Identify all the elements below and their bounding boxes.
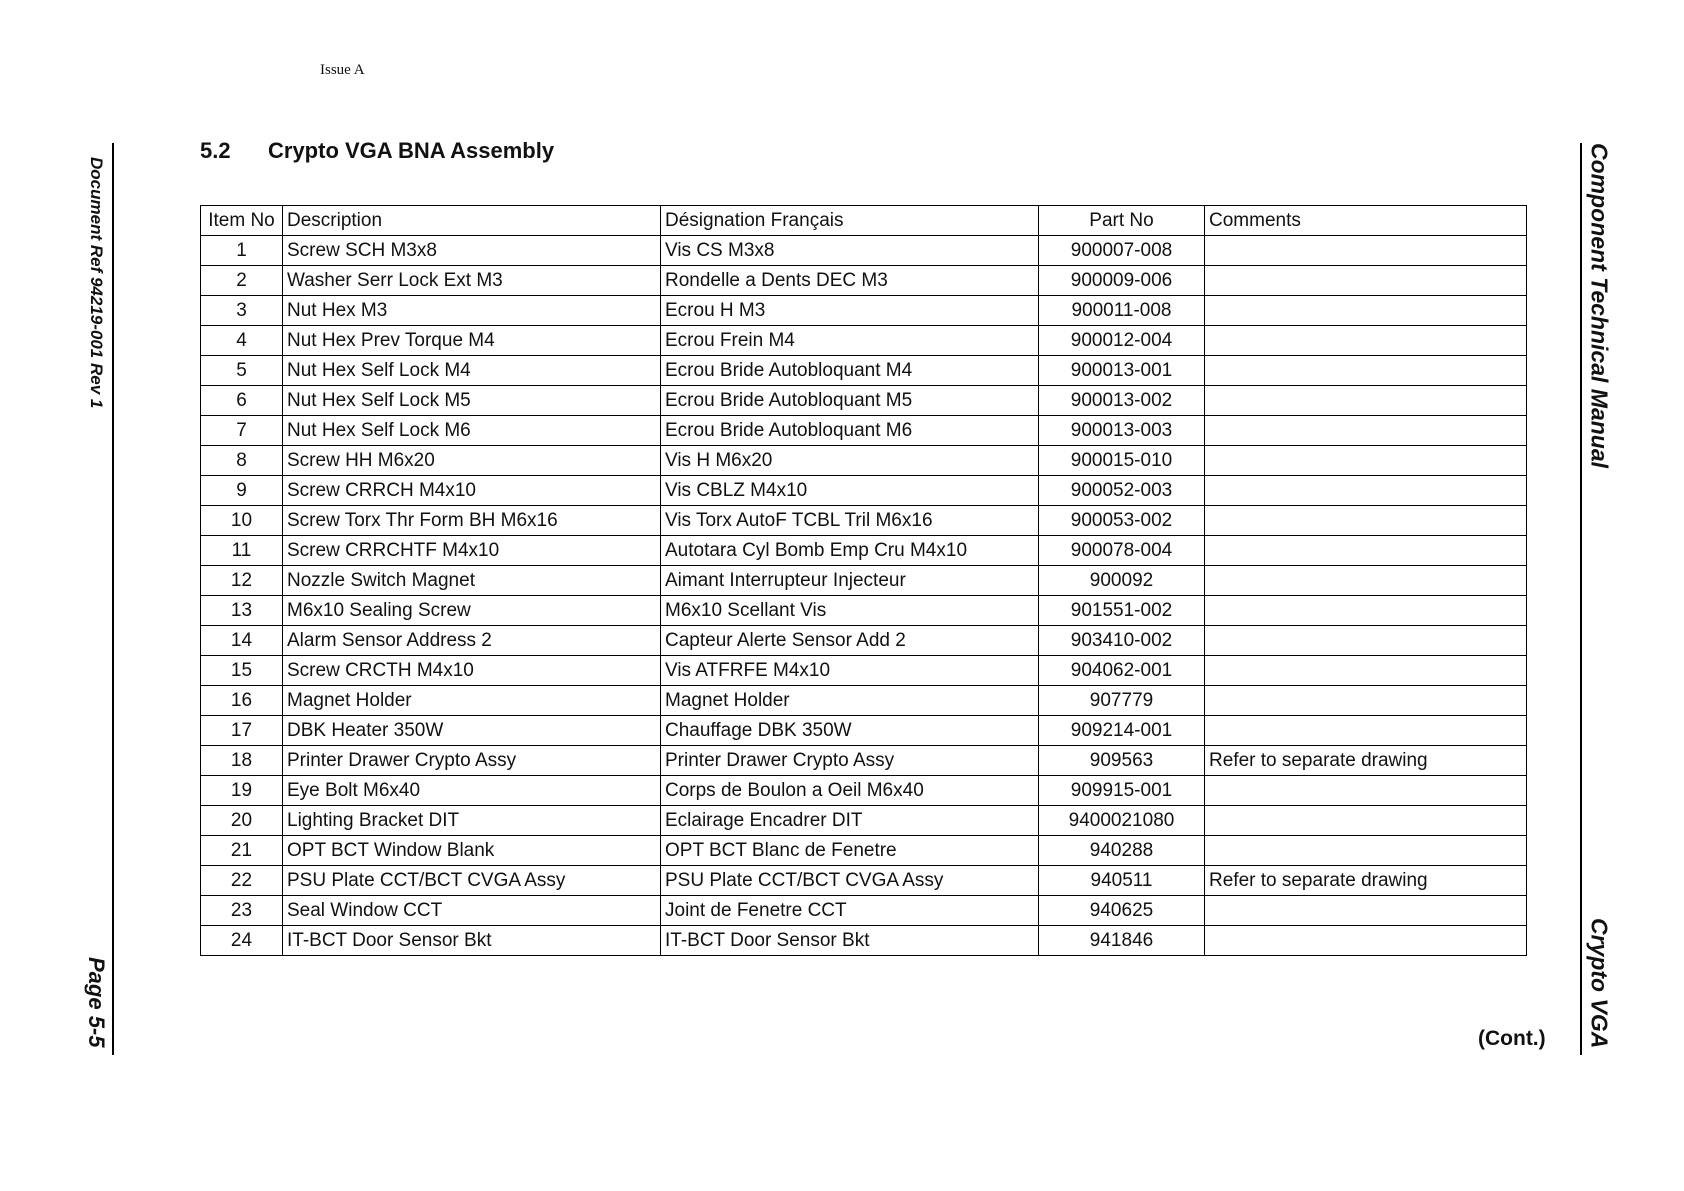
cell-comments bbox=[1205, 356, 1527, 386]
cell-description: M6x10 Sealing Screw bbox=[283, 596, 661, 626]
cell-description: DBK Heater 350W bbox=[283, 716, 661, 746]
manual-title-text: Component Technical Manual bbox=[1586, 143, 1613, 469]
cell-part-no: 900092 bbox=[1039, 566, 1205, 596]
section-heading bbox=[200, 138, 554, 164]
cell-comments bbox=[1205, 656, 1527, 686]
cell-designation: Joint de Fenetre CCT bbox=[661, 896, 1039, 926]
document-reference-text: Document Ref 94219-001 Rev 1 bbox=[87, 157, 106, 409]
cell-part-no: 900015-010 bbox=[1039, 446, 1205, 476]
cell-item-no: 1 bbox=[201, 236, 283, 266]
cell-item-no: 20 bbox=[201, 806, 283, 836]
cell-part-no: 900053-002 bbox=[1039, 506, 1205, 536]
header-designation: Désignation Français bbox=[661, 206, 1039, 236]
section-title: Crypto VGA BNA Assembly bbox=[268, 138, 555, 163]
cell-part-no: 900078-004 bbox=[1039, 536, 1205, 566]
cell-comments bbox=[1205, 536, 1527, 566]
cell-description: PSU Plate CCT/BCT CVGA Assy bbox=[283, 866, 661, 896]
cell-designation: Vis H M6x20 bbox=[661, 446, 1039, 476]
cell-part-no: 909563 bbox=[1039, 746, 1205, 776]
cell-item-no: 5 bbox=[201, 356, 283, 386]
table-row bbox=[201, 506, 1527, 536]
cell-description: Screw Torx Thr Form BH M6x16 bbox=[283, 506, 661, 536]
cell-part-no: 907779 bbox=[1039, 686, 1205, 716]
cell-comments bbox=[1205, 596, 1527, 626]
cell-part-no: 901551-002 bbox=[1039, 596, 1205, 626]
cell-part-no: 909214-001 bbox=[1039, 716, 1205, 746]
cell-designation: Ecrou Bride Autobloquant M6 bbox=[661, 416, 1039, 446]
cell-description: Seal Window CCT bbox=[283, 896, 661, 926]
cell-description: Nut Hex Prev Torque M4 bbox=[283, 326, 661, 356]
cell-designation: Corps de Boulon a Oeil M6x40 bbox=[661, 776, 1039, 806]
table-row bbox=[201, 266, 1527, 296]
cell-part-no: 900052-003 bbox=[1039, 476, 1205, 506]
cell-designation: OPT BCT Blanc de Fenetre bbox=[661, 836, 1039, 866]
right-margin-rule bbox=[1580, 143, 1582, 1055]
header-part-no: Part No bbox=[1039, 206, 1205, 236]
cell-comments bbox=[1205, 776, 1527, 806]
table-row bbox=[201, 386, 1527, 416]
cell-description: Eye Bolt M6x40 bbox=[283, 776, 661, 806]
cell-part-no: 940625 bbox=[1039, 896, 1205, 926]
cell-part-no: 904062-001 bbox=[1039, 656, 1205, 686]
manual-title bbox=[1584, 143, 1614, 503]
product-name bbox=[1584, 918, 1614, 1055]
cell-comments bbox=[1205, 896, 1527, 926]
cell-comments bbox=[1205, 446, 1527, 476]
cell-comments: Refer to separate drawing bbox=[1205, 746, 1527, 776]
cell-item-no: 23 bbox=[201, 896, 283, 926]
cell-part-no: 900013-001 bbox=[1039, 356, 1205, 386]
cell-comments: Refer to separate drawing bbox=[1205, 866, 1527, 896]
cell-item-no: 18 bbox=[201, 746, 283, 776]
cell-description: Screw CRRCHTF M4x10 bbox=[283, 536, 661, 566]
cell-part-no: 900013-002 bbox=[1039, 386, 1205, 416]
cell-item-no: 14 bbox=[201, 626, 283, 656]
cell-designation: Eclairage Encadrer DIT bbox=[661, 806, 1039, 836]
left-margin-rule bbox=[112, 143, 114, 1055]
cell-part-no: 941846 bbox=[1039, 926, 1205, 956]
table-row bbox=[201, 806, 1527, 836]
cell-description: Nut Hex Self Lock M6 bbox=[283, 416, 661, 446]
table-row bbox=[201, 716, 1527, 746]
cell-designation: Aimant Interrupteur Injecteur bbox=[661, 566, 1039, 596]
page-number-text: Page 5-5 bbox=[84, 957, 109, 1048]
cell-designation: Ecrou H M3 bbox=[661, 296, 1039, 326]
table-row bbox=[201, 926, 1527, 956]
cell-item-no: 15 bbox=[201, 656, 283, 686]
table-row bbox=[201, 686, 1527, 716]
document-reference bbox=[84, 143, 108, 423]
cell-item-no: 19 bbox=[201, 776, 283, 806]
cell-part-no: 940511 bbox=[1039, 866, 1205, 896]
table-row bbox=[201, 326, 1527, 356]
cell-item-no: 3 bbox=[201, 296, 283, 326]
cell-designation: Rondelle a Dents DEC M3 bbox=[661, 266, 1039, 296]
cell-comments bbox=[1205, 266, 1527, 296]
cell-description: OPT BCT Window Blank bbox=[283, 836, 661, 866]
cell-designation: Vis CBLZ M4x10 bbox=[661, 476, 1039, 506]
table-row bbox=[201, 416, 1527, 446]
page-number bbox=[84, 950, 108, 1055]
table-row bbox=[201, 446, 1527, 476]
cell-description: Screw CRRCH M4x10 bbox=[283, 476, 661, 506]
cell-designation: IT-BCT Door Sensor Bkt bbox=[661, 926, 1039, 956]
cell-item-no: 9 bbox=[201, 476, 283, 506]
cell-part-no: 900011-008 bbox=[1039, 296, 1205, 326]
cell-comments bbox=[1205, 926, 1527, 956]
cell-description: Lighting Bracket DIT bbox=[283, 806, 661, 836]
cell-description: Washer Serr Lock Ext M3 bbox=[283, 266, 661, 296]
section-number: 5.2 bbox=[200, 138, 231, 163]
cell-comments bbox=[1205, 626, 1527, 656]
cell-description: Screw CRCTH M4x10 bbox=[283, 656, 661, 686]
cell-designation: Printer Drawer Crypto Assy bbox=[661, 746, 1039, 776]
table-row bbox=[201, 596, 1527, 626]
cell-item-no: 16 bbox=[201, 686, 283, 716]
cell-item-no: 21 bbox=[201, 836, 283, 866]
header-item-no: Item No bbox=[201, 206, 283, 236]
cell-comments bbox=[1205, 236, 1527, 266]
cell-comments bbox=[1205, 506, 1527, 536]
header-description: Description bbox=[283, 206, 661, 236]
cell-part-no: 9400021080 bbox=[1039, 806, 1205, 836]
cell-comments bbox=[1205, 566, 1527, 596]
table-row bbox=[201, 776, 1527, 806]
cell-description: Nozzle Switch Magnet bbox=[283, 566, 661, 596]
cell-comments bbox=[1205, 476, 1527, 506]
cell-comments bbox=[1205, 416, 1527, 446]
table-row bbox=[201, 236, 1527, 266]
table-row bbox=[201, 626, 1527, 656]
cell-part-no: 909915-001 bbox=[1039, 776, 1205, 806]
cell-item-no: 24 bbox=[201, 926, 283, 956]
table-row bbox=[201, 656, 1527, 686]
cell-designation: M6x10 Scellant Vis bbox=[661, 596, 1039, 626]
product-name-text: Crypto VGA bbox=[1586, 918, 1613, 1049]
cell-description: Alarm Sensor Address 2 bbox=[283, 626, 661, 656]
cell-designation: Vis ATFRFE M4x10 bbox=[661, 656, 1039, 686]
continued-label: (Cont.) bbox=[1478, 1027, 1546, 1050]
cell-item-no: 13 bbox=[201, 596, 283, 626]
cell-comments bbox=[1205, 296, 1527, 326]
cell-comments bbox=[1205, 326, 1527, 356]
cell-designation: Capteur Alerte Sensor Add 2 bbox=[661, 626, 1039, 656]
cell-comments bbox=[1205, 806, 1527, 836]
cell-designation: Ecrou Bride Autobloquant M4 bbox=[661, 356, 1039, 386]
cell-item-no: 22 bbox=[201, 866, 283, 896]
cell-description: IT-BCT Door Sensor Bkt bbox=[283, 926, 661, 956]
cell-part-no: 903410-002 bbox=[1039, 626, 1205, 656]
header-comments: Comments bbox=[1205, 206, 1527, 236]
cell-item-no: 8 bbox=[201, 446, 283, 476]
cell-designation: Chauffage DBK 350W bbox=[661, 716, 1039, 746]
cell-item-no: 2 bbox=[201, 266, 283, 296]
cell-description: Nut Hex M3 bbox=[283, 296, 661, 326]
cell-part-no: 900009-006 bbox=[1039, 266, 1205, 296]
cell-designation: Autotara Cyl Bomb Emp Cru M4x10 bbox=[661, 536, 1039, 566]
cell-description: Screw SCH M3x8 bbox=[283, 236, 661, 266]
cell-designation: Ecrou Frein M4 bbox=[661, 326, 1039, 356]
cell-description: Nut Hex Self Lock M4 bbox=[283, 356, 661, 386]
cell-part-no: 900012-004 bbox=[1039, 326, 1205, 356]
cell-designation: Ecrou Bride Autobloquant M5 bbox=[661, 386, 1039, 416]
cell-description: Magnet Holder bbox=[283, 686, 661, 716]
cell-part-no: 940288 bbox=[1039, 836, 1205, 866]
table-row bbox=[201, 836, 1527, 866]
table-row bbox=[201, 896, 1527, 926]
cell-part-no: 900013-003 bbox=[1039, 416, 1205, 446]
cell-item-no: 12 bbox=[201, 566, 283, 596]
cell-comments bbox=[1205, 716, 1527, 746]
cell-description: Screw HH M6x20 bbox=[283, 446, 661, 476]
table-row bbox=[201, 536, 1527, 566]
table-row bbox=[201, 356, 1527, 386]
cell-item-no: 11 bbox=[201, 536, 283, 566]
cell-part-no: 900007-008 bbox=[1039, 236, 1205, 266]
table-row bbox=[201, 296, 1527, 326]
table-row bbox=[201, 746, 1527, 776]
table-row bbox=[201, 476, 1527, 506]
table-row bbox=[201, 866, 1527, 896]
cell-item-no: 10 bbox=[201, 506, 283, 536]
cell-designation: Magnet Holder bbox=[661, 686, 1039, 716]
cell-designation: Vis CS M3x8 bbox=[661, 236, 1039, 266]
cell-description: Printer Drawer Crypto Assy bbox=[283, 746, 661, 776]
table-header-row bbox=[201, 206, 1527, 236]
cell-comments bbox=[1205, 386, 1527, 416]
issue-label: Issue A bbox=[320, 62, 365, 78]
cell-item-no: 7 bbox=[201, 416, 283, 446]
cell-item-no: 6 bbox=[201, 386, 283, 416]
cell-designation: Vis Torx AutoF TCBL Tril M6x16 bbox=[661, 506, 1039, 536]
cell-item-no: 17 bbox=[201, 716, 283, 746]
cell-description: Nut Hex Self Lock M5 bbox=[283, 386, 661, 416]
cell-comments bbox=[1205, 686, 1527, 716]
cell-comments bbox=[1205, 836, 1527, 866]
cell-item-no: 4 bbox=[201, 326, 283, 356]
parts-table bbox=[200, 205, 1527, 956]
table-row bbox=[201, 566, 1527, 596]
cell-designation: PSU Plate CCT/BCT CVGA Assy bbox=[661, 866, 1039, 896]
